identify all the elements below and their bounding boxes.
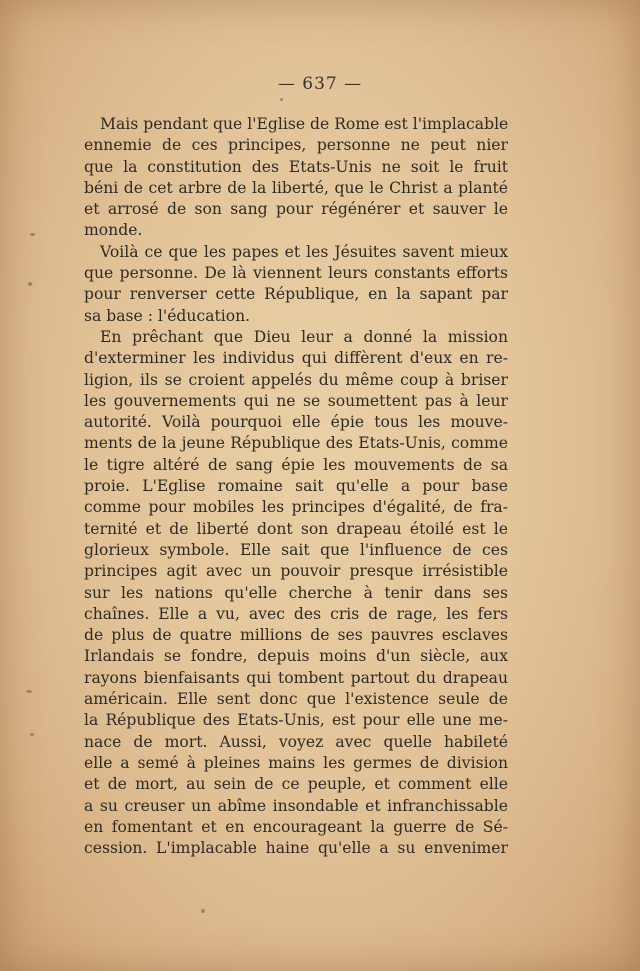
- text-line: cession. L'implacable haine qu'elle a su envenimer: [84, 839, 508, 858]
- paper-speck: [280, 98, 283, 101]
- text-line: et arrosé de son sang pour régénérer et sauver le: [84, 200, 508, 219]
- text-line: le tigre altéré de sang épie les mouvements de sa: [84, 455, 508, 474]
- text-line: proie. L'Eglise romaine sait qu'elle a pour base: [84, 477, 508, 496]
- text-line: que la constitution des Etats-Unis ne soit le fruit: [84, 157, 508, 176]
- text-line: monde.: [84, 221, 143, 240]
- text-line: sa base : l'éducation.: [84, 306, 251, 325]
- text-line: et de mort, au sein de ce peuple, et comment elle: [84, 775, 508, 794]
- text-line: En prêchant que Dieu leur a donné la mission: [100, 327, 508, 346]
- text-line: autorité. Voilà pourquoi elle épie tous les mouve-: [84, 413, 508, 432]
- text-line: sur les nations qu'elle cherche à tenir dans ses: [84, 583, 508, 602]
- text-line: béni de cet arbre de la liberté, que le Christ a planté: [84, 178, 508, 197]
- text-line: Mais pendant que l'Eglise de Rome est l'implacable: [100, 115, 508, 133]
- text-line: en fomentant et en encourageant la guerre de Sé-: [84, 817, 508, 836]
- paper-speck: [26, 690, 32, 693]
- text-line: ligion, ils se croient appelés du même coup à briser: [84, 370, 508, 389]
- paper-speck: [28, 282, 32, 286]
- text-line: principes agit avec un pouvoir presque irrésistible: [84, 562, 508, 581]
- text-line: a su creuser un abîme insondable et infranchissable: [84, 796, 508, 815]
- text-line: que personne. De là viennent leurs constants efforts: [84, 264, 508, 283]
- paper-speck: [201, 909, 205, 913]
- text-line: rayons bienfaisants qui tombent partout du drapeau: [84, 668, 508, 687]
- text-line: ternité et de liberté dont son drapeau étoilé est le: [84, 519, 508, 538]
- body-text: [84, 114, 508, 859]
- text-line: de plus de quatre millions de ses pauvres esclaves: [84, 626, 508, 645]
- text-line: ments de la jeune République des Etats-Unis, comme: [84, 434, 508, 453]
- text-line: comme pour mobiles les principes d'égalité, de fra-: [84, 498, 508, 517]
- text-line: glorieux symbole. Elle sait que l'influence de ces: [84, 540, 508, 559]
- text-line: d'exterminer les individus qui diffèrent d'eux en re-: [84, 349, 508, 368]
- text-line: elle a semé à pleines mains les germes de division: [84, 753, 508, 772]
- text-line: les gouvernements qui ne se soumettent pas à leur: [84, 391, 508, 410]
- text-line: Irlandais se fondre, depuis moins d'un siècle, aux: [84, 647, 508, 666]
- text-line: chaînes. Elle a vu, avec des cris de rage, les fers: [84, 604, 508, 623]
- text-line: nace de mort. Aussi, voyez avec quelle habileté: [84, 732, 508, 751]
- text-line: américain. Elle sent donc que l'existence seule de: [84, 690, 508, 709]
- paper-speck: [30, 733, 34, 736]
- text-line: Voilà ce que les papes et les Jésuites savent mieux: [100, 242, 508, 261]
- text-line: pour renverser cette République, en la sapant par: [84, 285, 508, 304]
- text-line: la République des Etats-Unis, est pour elle une me-: [84, 711, 508, 730]
- text-line: ennemie de ces principes, personne ne peut nier: [84, 136, 508, 155]
- page-number: — 637 —: [277, 74, 363, 94]
- paper-speck: [30, 233, 35, 236]
